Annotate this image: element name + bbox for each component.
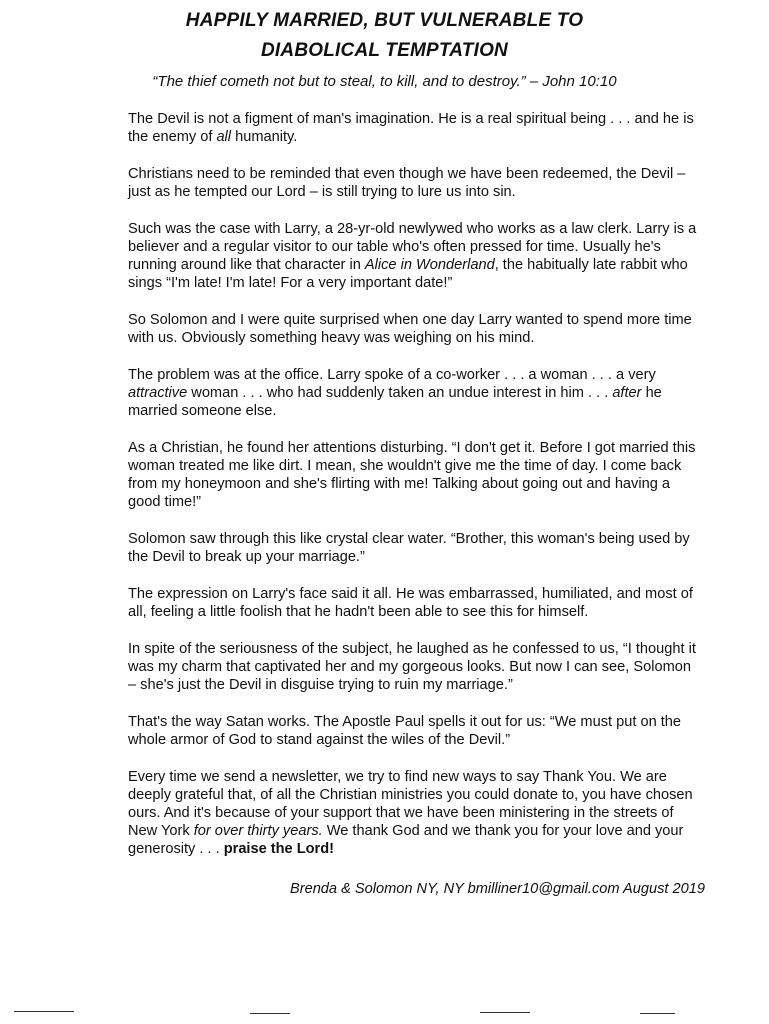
paragraph-1: The Devil is not a figment of man's imagination. He is a real spiritual being . . . and he is the enemy of all humanity. [128, 111, 694, 145]
paragraph-11: Every time we send a newsletter, we try to find new ways to say Thank You. We are deeply grateful that, of all the Christian ministries you could donate to, you have chosen ours. And it's because of your support that we have been ministering in the streets of New York for over thirty years. We thank God and we thank you for your love and your generosity . . . praise the Lord! [128, 769, 693, 857]
scan-mark [640, 1013, 675, 1014]
paragraph-5: The problem was at the office. Larry spoke of a co-worker . . . a woman . . . a very attractive woman . . . who had suddenly taken an undue interest in him . . . after he married someone else. [128, 367, 662, 419]
paragraph-3: Such was the case with Larry, a 28-yr-old newlywed who works as a law clerk. Larry is a believer and a regular visitor to our table who's often pressed for time. Usually he's running around like that character in Alice in Wonderland, the habitually late rabbit who sings “I'm late! I'm late! For a very important date!” [128, 221, 697, 291]
scan-mark [480, 1012, 530, 1013]
paragraph-9: In spite of the seriousness of the subject, he laughed as he confessed to us, “I thought it was my charm that captivated her and my gorgeous looks. But now I can see, Solomon – she's just the Devil in disguise trying to ruin my marriage.” [128, 641, 696, 693]
epigraph: “The thief cometh not but to steal, to kill, and to destroy.” – John 10:10 [152, 73, 617, 90]
paragraph-7: Solomon saw through this like crystal clear water. “Brother, this woman's being used by the Devil to break up your marriage.” [128, 531, 690, 565]
title-line-1: HAPPILY MARRIED, BUT VULNERABLE TO [185, 10, 584, 31]
paragraph-4: So Solomon and I were quite surprised when one day Larry wanted to spend more time with us. Obviously something heavy was weighing on his mind. [128, 312, 692, 346]
paragraph-6: As a Christian, he found her attentions disturbing. “I don't get it. Before I got married this woman treated me like dirt. I mean, she wouldn't give me the time of day. I come back from my honeymoon and she's flirting with me! Talking about going out and having a good time!” [128, 440, 696, 510]
scan-mark [250, 1013, 290, 1014]
paragraph-2: Christians need to be reminded that even though we have been redeemed, the Devil – just as he tempted our Lord – is still trying to lure us into sin. [128, 166, 686, 200]
scan-mark [14, 1011, 74, 1012]
article-body [128, 110, 698, 877]
paragraph-10: That's the way Satan works. The Apostle Paul spells it out for us: “We must put on the whole armor of God to stand against the wiles of the Devil.” [128, 714, 682, 748]
paragraph-8: The expression on Larry's face said it all. He was embarrassed, humiliated, and most of all, feeling a little foolish that he hadn't been able to see this for himself. [128, 586, 693, 620]
signature-line: Brenda & Solomon NY, NY bmilliner10@gmail.com August 2019 [289, 881, 705, 897]
title-line-2: DIABOLICAL TEMPTATION [261, 40, 508, 61]
